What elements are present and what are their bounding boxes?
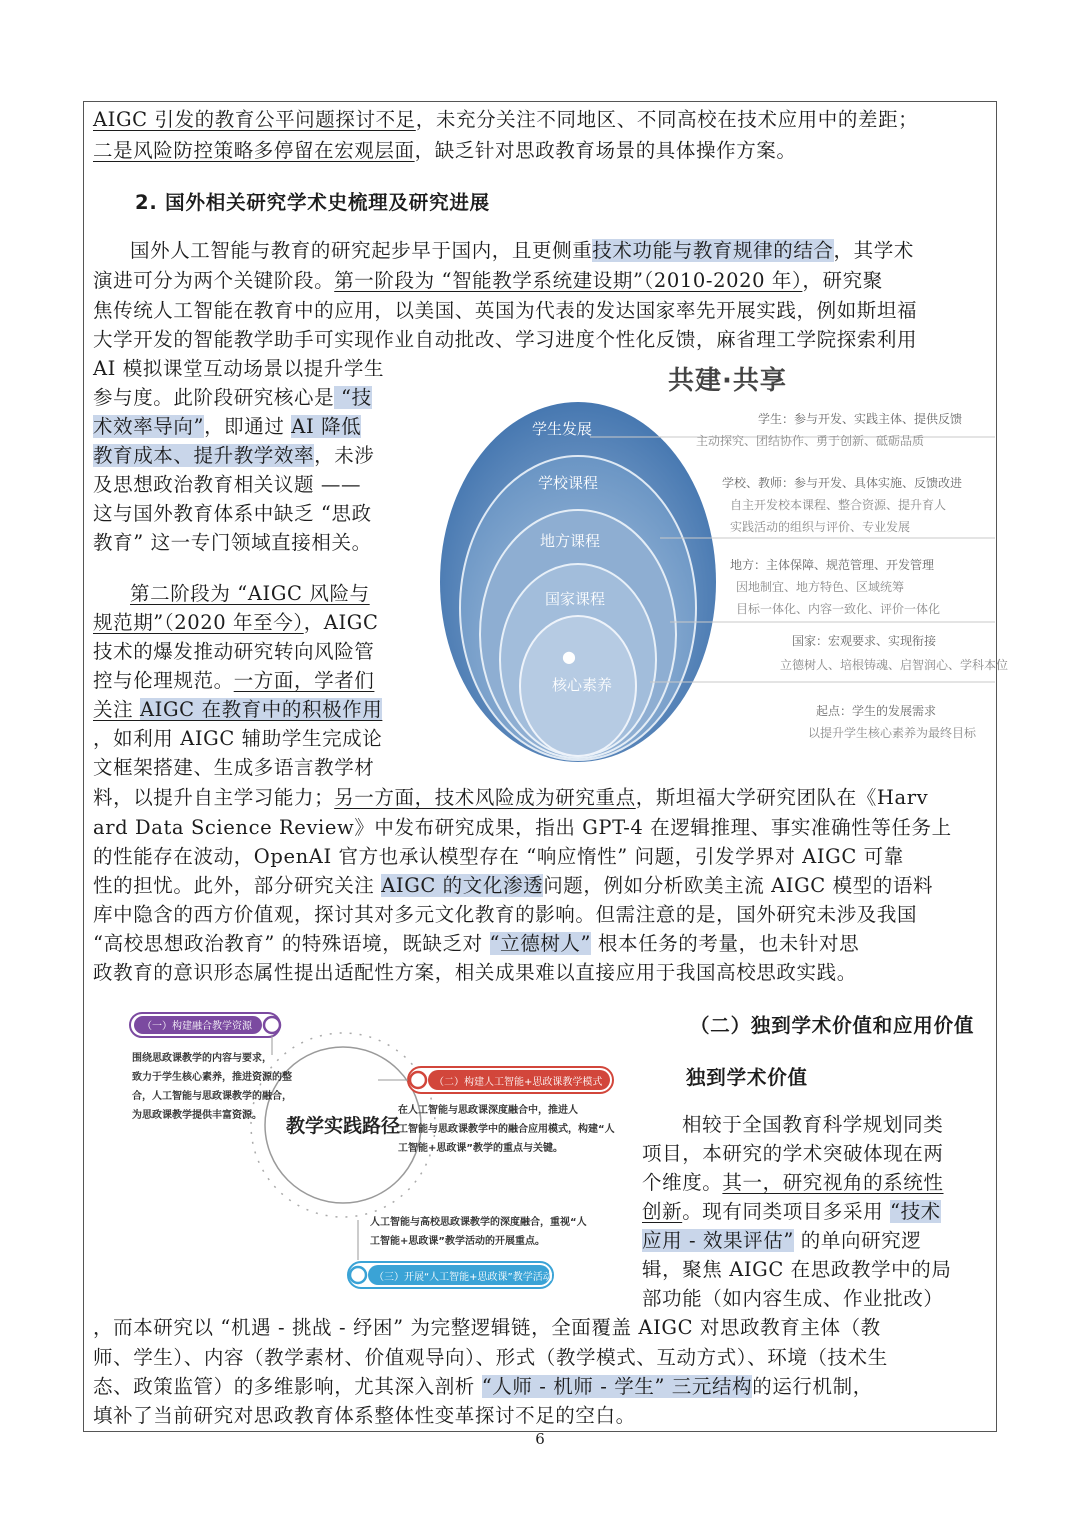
underlined-text: 关注: [93, 698, 140, 721]
text-span: ，研究聚: [802, 269, 883, 292]
paragraph-line: [130, 579, 370, 608]
paragraph-line: 及思想政治教育相关议题 ——: [93, 473, 362, 496]
paragraph-line: AI 模拟课堂互动场景以提升学生: [93, 357, 385, 380]
text-span: ，AIGC: [303, 611, 379, 634]
paragraph-line: 技术的爆发推动研究转向风险管: [93, 640, 375, 663]
path-description: [370, 1213, 587, 1251]
text-span: 个维度。: [642, 1171, 723, 1194]
figure-text: 学生：参与开发、实践主体、提供反馈: [758, 412, 963, 426]
text-span: 问题，例如分析欧美主流 AIGC 模型的语料: [543, 874, 934, 897]
paragraph-line: [93, 929, 859, 958]
paragraph-line: [93, 105, 918, 134]
text-span: ，斯坦福大学研究团队在《Harv: [635, 786, 929, 809]
paragraph-line: 政教育的意识形态属性提出适配性方案，相关成果难以直接应用于我国高校思政实践。: [93, 961, 857, 984]
path-label: （一）构建融合教学资源: [142, 1021, 252, 1032]
highlighted-text: “人师 - 机师 - 学生” 三元结构: [481, 1375, 753, 1398]
section-heading: 2. 国外相关研究学术史梳理及研究进展: [135, 191, 490, 214]
paragraph-line: [93, 412, 361, 441]
underlined-text: 第一阶段为 “智能教学系统建设期”（2010-2020 年）: [334, 269, 803, 292]
figure-text: 地方：主体保障、规范管理、开发管理: [730, 558, 935, 572]
text-span: 根本任务的考量，也未针对思: [591, 932, 860, 955]
paragraph-line: ，而本研究以 “机遇 - 挑战 - 纾困” 为完整逻辑链，全面覆盖 AIGC 对思政教育主体（教: [93, 1316, 881, 1339]
text-span: ，即通过: [204, 415, 292, 438]
figure-text: 学校、教师：参与开发、具体实施、反馈改进: [722, 476, 963, 490]
paragraph-line: [642, 1197, 941, 1226]
underlined-text: 规范期”（2020 年至今）: [93, 611, 304, 634]
text-span: 演进可分为两个关键阶段。: [93, 269, 335, 292]
highlighted-text: AIGC 的文化渗透: [381, 874, 544, 897]
figure-text: 以提升学生核心素养为最终目标: [808, 726, 977, 740]
section-heading: （二）独到学术价值和应用价值: [690, 1014, 975, 1037]
description-line: 围绕思政课教学的内容与要求，: [132, 1053, 272, 1064]
ring-label: 地方课程: [540, 532, 601, 550]
paragraph-line: 辑，聚焦 AIGC 在思政教学中的局: [642, 1258, 952, 1281]
paragraph-line: 部功能（如内容生成、作业批改）: [642, 1287, 944, 1310]
highlighted-text: AI 降低: [291, 415, 362, 438]
subsection-heading: 独到学术价值: [686, 1066, 808, 1089]
path-label: （三）开展“人工智能+思政课”教学活动: [374, 1272, 553, 1283]
figure-text: 自主开发校本课程、整合资源、提升育人: [730, 498, 947, 512]
description-line: 致力于学生核心素养，推进资源的整: [132, 1072, 292, 1083]
text-span: 。现有同类项目多采用: [682, 1200, 891, 1223]
underlined-text: 另一方面，技术风险成为研究重点: [334, 786, 636, 809]
paragraph-line: [642, 1226, 921, 1255]
underlined-text: 创新: [642, 1200, 683, 1223]
underlined-text: 其一，研究视角的系统性: [722, 1171, 944, 1194]
text-span: 料，以提升自主学习能力；: [93, 786, 335, 809]
path-label: （二）构建人工智能+思政课教学模式: [434, 1077, 603, 1088]
highlighted-text: AIGC 在教育中的积极作用: [140, 698, 383, 721]
page-number: 6: [535, 1430, 545, 1448]
description-line: 合，人工智能与思政课教学的融合，: [132, 1091, 292, 1102]
ring-label: 核心素养: [552, 676, 613, 694]
co-construction-figure: [440, 352, 1009, 792]
paragraph-line: 文框架搭建、生成多语言教学材: [93, 756, 375, 779]
paragraph-line: [93, 441, 374, 470]
text-span: 参与度。此阶段研究核心是: [93, 386, 335, 409]
description-line: 工智能+思政课”教学活动的开展重点。: [370, 1236, 545, 1247]
box3-marker-icon: [350, 1267, 366, 1283]
highlighted-text: 技术功能与教育规律的结合: [592, 239, 834, 262]
location-pin-icon: ●: [562, 647, 576, 666]
description-line: 为思政课教学提供丰富资源。: [132, 1110, 262, 1121]
box1-marker-icon: [264, 1017, 280, 1033]
highlighted-text: 教育成本、提升教学效率: [93, 444, 315, 467]
text-span: “高校思想政治教育” 的特殊语境，既缺乏对: [93, 932, 490, 955]
ring-label: 学生发展: [532, 420, 593, 438]
paragraph-line: 项目，本研究的学术突破体现在两: [642, 1142, 944, 1165]
paragraph-line: [642, 1168, 944, 1197]
path-description: [132, 1049, 292, 1125]
description-line: 工智能+思政课”教学的重点与关键。: [398, 1143, 563, 1154]
center-label: 教学实践路径: [285, 1115, 400, 1137]
ring-label: 国家课程: [545, 590, 606, 608]
paragraph-line: [93, 383, 372, 412]
paragraph-line: ，如利用 AIGC 辅助学生完成论: [93, 727, 383, 750]
paragraph-line: ard Data Science Review》中发布研究成果，指出 GPT-4 在逻辑推理、事实准确性等任务上: [93, 816, 952, 839]
paragraph-line: 库中隐含的西方价值观，探讨其对多元文化教育的影响。但需注意的是，国外研究未涉及我国: [93, 903, 918, 926]
path-description: [398, 1101, 615, 1158]
paragraph-line: [93, 266, 883, 295]
underlined-text: 一方面，学者们: [233, 669, 375, 692]
paragraph-line: 教育” 这一专门领域直接相关。: [93, 531, 372, 554]
paragraph-line: [93, 136, 797, 165]
paragraph-line: 焦传统人工智能在教育中的应用，以美国、英国为代表的发达国家率先开展实践，例如斯坦福: [93, 299, 918, 322]
text-span: ，未充分关注不同地区、不同高校在技术应用中的差距；: [415, 108, 919, 131]
text-span: 的单向研究逻: [793, 1229, 922, 1252]
text-span: 态、政策监管）的多维影响，尤其深入剖析: [93, 1375, 482, 1398]
paragraph-line: [93, 871, 933, 900]
text-span: 控与伦理规范。: [93, 669, 234, 692]
text-span: 性的担忧。此外，部分研究关注: [93, 874, 382, 897]
highlighted-text: “技: [334, 386, 372, 409]
paragraph-line: [93, 1372, 873, 1401]
paragraph-line: [93, 666, 374, 695]
figure-text: 国家：宏观要求、实现衔接: [792, 634, 937, 648]
description-line: 工智能与思政课教学中的融合应用模式，构建“人: [398, 1124, 615, 1135]
highlighted-text: 应用 - 效果评估”: [642, 1229, 794, 1252]
underlined-text: 二是风险防控策略多停留在宏观层面: [93, 139, 415, 162]
text-span: 国外人工智能与教育的研究起步早于国内，且更侧重: [130, 239, 593, 262]
highlighted-text: 术效率导向”: [93, 415, 205, 438]
paragraph-line: 相较于全国教育科学规划同类: [682, 1113, 944, 1136]
figure-text: 主动探究、团结协作、勇于创新、砥砺品质: [696, 434, 925, 448]
highlighted-text: “立德树人”: [489, 932, 592, 955]
box2-marker-icon: [410, 1072, 426, 1088]
text-span: 的运行机制，: [752, 1375, 873, 1398]
paragraph-line: [130, 236, 914, 265]
figure-text: 起点：学生的发展需求: [816, 704, 937, 718]
figure-title: 共建·共享: [668, 366, 787, 396]
paragraph-line: 的性能存在波动，OpenAI 官方也承认模型存在 “响应惰性” 问题，引发学界对 AIGC 可靠: [93, 845, 904, 868]
text-span: ，未涉: [314, 444, 375, 467]
paragraph-line: 师、学生）、内容（教学素材、价值观导向）、形式（教学模式、互动方式）、环境（技术生: [93, 1346, 888, 1369]
paragraph-line: 这与国外教育体系中缺乏 “思政: [93, 502, 372, 525]
figure-text: 实践活动的组织与评价、专业发展: [730, 520, 911, 534]
figure-text: 目标一体化、内容一致化、评价一体化: [736, 602, 941, 616]
description-line: 在人工智能与思政课深度融合中，推进人: [398, 1105, 578, 1116]
text-span: ，缺乏针对思政教育场景的具体操作方案。: [414, 139, 797, 162]
underlined-text: 第二阶段为 “AIGC 风险与: [130, 582, 370, 605]
figure-text: 立德树人、培根铸魂、启智润心、学科本位: [780, 658, 1009, 672]
paragraph-line: 大学开发的智能教学助手可实现作业自动批改、学习进度个性化反馈，麻省理工学院探索利用: [93, 328, 918, 351]
ring-label: 学校课程: [538, 474, 599, 492]
teaching-path-figure: [108, 1005, 633, 1305]
paragraph-line: [93, 695, 382, 724]
underlined-text: AIGC 引发的教育公平问题探讨不足: [93, 108, 416, 131]
text-span: ，其学术: [833, 239, 914, 262]
description-line: 人工智能与高校思政课教学的深度融合，重视“人: [370, 1217, 587, 1228]
figure-text: 因地制宜、地方特色、区域统筹: [736, 580, 905, 594]
paragraph-line: 填补了当前研究对思政教育体系整体性变革探讨不足的空白。: [93, 1404, 636, 1427]
highlighted-text: “技术: [890, 1200, 941, 1223]
paragraph-line: [93, 608, 379, 637]
